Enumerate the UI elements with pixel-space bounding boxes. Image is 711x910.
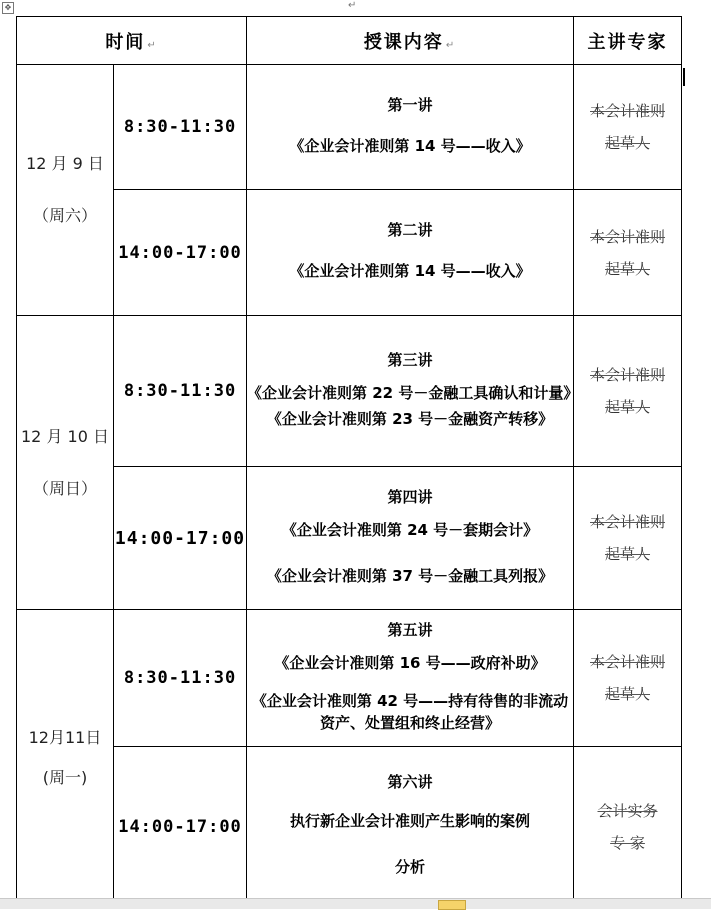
date-cell-1: 12 月 9 日 （周六） [17, 65, 114, 316]
scroll-tab[interactable] [438, 900, 466, 910]
time-cell: 14:00-17:00 [114, 467, 247, 610]
date-cell-2: 12 月 10 日 （周日） [17, 316, 114, 610]
header-content: 授课内容 ↵ [247, 17, 574, 65]
header-row [17, 17, 682, 65]
table-move-handle-icon[interactable]: ✥ [2, 2, 14, 14]
table-row [17, 467, 682, 610]
status-strip [0, 898, 711, 909]
paragraph-mark: ↵ [348, 0, 357, 11]
time-cell: 8:30-11:30 [114, 65, 247, 190]
table-row [17, 316, 682, 467]
expert-cell: 本会计准则 起草人 [574, 316, 682, 467]
time-cell: 8:30-11:30 [114, 316, 247, 467]
table-row [17, 747, 682, 907]
expert-cell: 本会计准则 起草人 [574, 467, 682, 610]
content-cell: 第一讲 《企业会计准则第 14 号——收入》 [247, 65, 574, 190]
content-cell: 第四讲 《企业会计准则第 24 号－套期会计》 《企业会计准则第 37 号－金融工具列报》 [247, 467, 574, 610]
header-time: 时间 ↵ [17, 17, 247, 65]
text-cursor [683, 68, 685, 86]
expert-cell: 本会计准则 起草人 [574, 65, 682, 190]
time-cell: 8:30-11:30 [114, 610, 247, 747]
expert-cell: 本会计准则 起草人 [574, 190, 682, 316]
expert-cell: 会计实务 专 家 [574, 747, 682, 907]
table-row [17, 610, 682, 747]
time-cell: 14:00-17:00 [114, 747, 247, 907]
date-cell-3: 12月11日 (周一) [17, 610, 114, 907]
schedule-table [16, 16, 682, 907]
content-cell: 第六讲 执行新企业会计准则产生影响的案例 分析 [247, 747, 574, 907]
expert-cell: 本会计准则 起草人 [574, 610, 682, 747]
content-cell: 第五讲 《企业会计准则第 16 号——政府补助》 《企业会计准则第 42 号——持有待售的非流动资产、处置组和终止经营》 [247, 610, 574, 747]
table-row [17, 190, 682, 316]
content-cell: 第二讲 《企业会计准则第 14 号——收入》 [247, 190, 574, 316]
time-cell: 14:00-17:00 [114, 190, 247, 316]
header-expert: 主讲专家 [574, 17, 682, 65]
table-row [17, 65, 682, 190]
content-cell: 第三讲 《企业会计准则第 22 号－金融工具确认和计量》 《企业会计准则第 23 号－金融资产转移》 [247, 316, 574, 467]
